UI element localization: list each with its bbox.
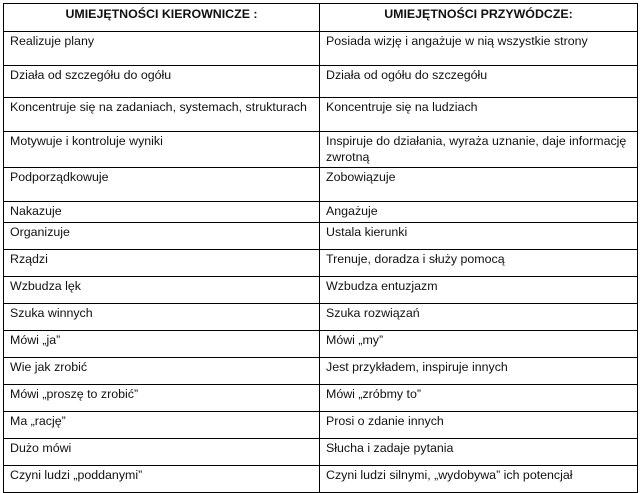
table-row bbox=[4, 66, 638, 98]
table-row bbox=[4, 438, 638, 465]
header-row bbox=[4, 4, 638, 32]
leadership-skill-cell: Ustala kierunki bbox=[320, 222, 638, 249]
header-leadership-skills: UMIEJĘTNOŚCI PRZYWÓDCZE: bbox=[320, 4, 638, 32]
table-row bbox=[4, 384, 638, 411]
table-row bbox=[4, 168, 638, 202]
managerial-skill-cell: Mówi „ja” bbox=[4, 330, 320, 357]
leadership-skill-cell: Jest przykładem, inspiruje innych bbox=[320, 357, 638, 384]
leadership-skill-cell: Szuka rozwiązań bbox=[320, 303, 638, 330]
header-managerial-skills: UMIEJĘTNOŚCI KIEROWNICZE : bbox=[4, 4, 320, 32]
leadership-skill-cell: Angażuje bbox=[320, 202, 638, 223]
managerial-skill-cell: Czyni ludzi „poddanymi” bbox=[4, 465, 320, 492]
table-row bbox=[4, 98, 638, 132]
leadership-skill-cell: Czyni ludzi silnymi, „wydobywa” ich potencjał bbox=[320, 465, 638, 492]
managerial-skill-cell: Podporządkowuje bbox=[4, 168, 320, 202]
managerial-skill-cell: Organizuje bbox=[4, 222, 320, 249]
leadership-skill-cell: Słucha i zadaje pytania bbox=[320, 438, 638, 465]
table-row bbox=[4, 303, 638, 330]
leadership-skill-cell: Wzbudza entuzjazm bbox=[320, 276, 638, 303]
managerial-skill-cell: Rządzi bbox=[4, 249, 320, 276]
leadership-skill-cell: Koncentruje się na ludziach bbox=[320, 98, 638, 132]
table-row bbox=[4, 32, 638, 66]
managerial-skill-cell: Realizuje plany bbox=[4, 32, 320, 66]
leadership-skill-cell: Inspiruje do działania, wyraża uznanie, daje informację zwrotną bbox=[320, 132, 638, 168]
managerial-skill-cell: Ma „rację” bbox=[4, 411, 320, 438]
managerial-skill-cell: Motywuje i kontroluje wyniki bbox=[4, 132, 320, 168]
table-row bbox=[4, 249, 638, 276]
table-row bbox=[4, 411, 638, 438]
managerial-skill-cell: Szuka winnych bbox=[4, 303, 320, 330]
managerial-skill-cell: Nakazuje bbox=[4, 202, 320, 223]
table-row bbox=[4, 465, 638, 492]
table-row bbox=[4, 330, 638, 357]
leadership-skill-cell: Trenuje, doradza i służy pomocą bbox=[320, 249, 638, 276]
table-row bbox=[4, 222, 638, 249]
managerial-skill-cell: Wie jak zrobić bbox=[4, 357, 320, 384]
table-row bbox=[4, 202, 638, 223]
managerial-skill-cell: Wzbudza lęk bbox=[4, 276, 320, 303]
leadership-skill-cell: Zobowiązuje bbox=[320, 168, 638, 202]
managerial-skill-cell: Koncentruje się na zadaniach, systemach, strukturach bbox=[4, 98, 320, 132]
table-row bbox=[4, 357, 638, 384]
managerial-skill-cell: Działa od szczegółu do ogółu bbox=[4, 66, 320, 98]
leadership-skill-cell: Posiada wizję i angażuje w nią wszystkie strony bbox=[320, 32, 638, 66]
table-row bbox=[4, 276, 638, 303]
leadership-skill-cell: Mówi „my” bbox=[320, 330, 638, 357]
managerial-skill-cell: Mówi „proszę to zrobić” bbox=[4, 384, 320, 411]
managerial-skill-cell: Dużo mówi bbox=[4, 438, 320, 465]
leadership-skill-cell: Prosi o zdanie innych bbox=[320, 411, 638, 438]
skills-comparison-table bbox=[3, 3, 638, 493]
table-row bbox=[4, 132, 638, 168]
leadership-skill-cell: Mówi „zróbmy to” bbox=[320, 384, 638, 411]
leadership-skill-cell: Działa od ogółu do szczegółu bbox=[320, 66, 638, 98]
